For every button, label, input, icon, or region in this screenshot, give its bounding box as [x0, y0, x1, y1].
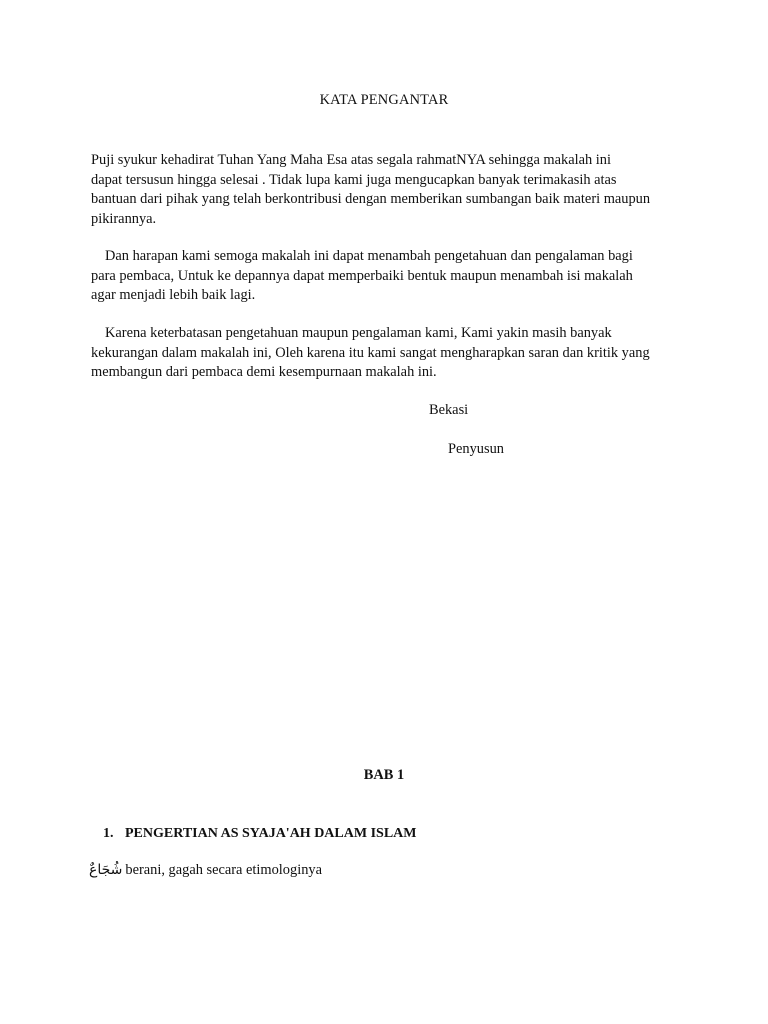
paragraph-line: dapat tersusun hingga selesai . Tidak lupa kami juga mengucapkan banyak terimakasih atas: [91, 171, 617, 188]
paragraph-line: membangun dari pembaca demi kesempurnaan makalah ini.: [91, 364, 437, 381]
definition-text: berani, gagah secara etimologinya: [125, 862, 322, 878]
section-heading: [103, 826, 416, 842]
paragraph-line: Karena keterbatasan pengetahuan maupun pengalaman kami, Kami yakin masih banyak: [105, 325, 612, 341]
preface-title: KATA PENGANTAR: [319, 92, 449, 108]
arabic-word: شُجَاعٌ: [89, 862, 123, 878]
definition-line: [89, 862, 322, 879]
preface-paragraph-2: [91, 247, 681, 306]
paragraph-line: Dan harapan kami semoga makalah ini dapat menambah pengetahuan dan pengalaman bagi: [105, 248, 633, 264]
paragraph-line: bantuan dari pihak yang telah berkontribusi dengan memberikan sumbangan baik materi maupun: [91, 191, 651, 208]
preface-paragraph-1: [91, 151, 681, 229]
section-number: 1.: [103, 826, 114, 841]
preface-paragraph-3: [91, 324, 681, 383]
signature-author: Penyusun: [448, 441, 504, 457]
paragraph-line: agar menjadi lebih baik lagi.: [91, 287, 256, 304]
paragraph-line: kekurangan dalam makalah ini, Oleh karena itu kami sangat mengharapkan saran dan kritik yang: [91, 344, 650, 361]
paragraph-line: Puji syukur kehadirat Tuhan Yang Maha Esa atas segala rahmatNYA sehingga makalah ini: [91, 152, 611, 168]
chapter-title: BAB 1: [363, 767, 405, 783]
section-title: PENGERTIAN AS SYAJA'AH DALAM ISLAM: [125, 826, 417, 841]
paragraph-line: pikirannya.: [91, 210, 157, 227]
paragraph-line: para pembaca, Untuk ke depannya dapat memperbaiki bentuk maupun menambah isi makalah: [91, 267, 633, 284]
signature-place: Bekasi: [429, 402, 469, 418]
